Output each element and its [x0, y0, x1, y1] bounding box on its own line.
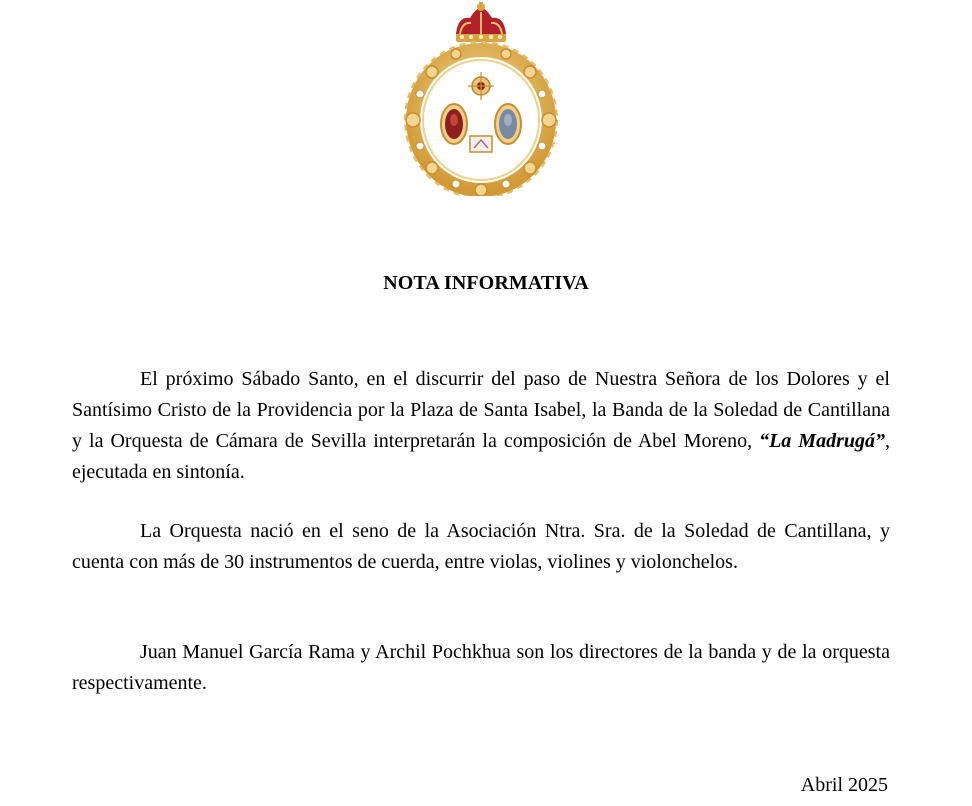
paragraph-3: Juan Manuel García Rama y Archil Pochkhua son los directores de la banda y de la orquesta respectivamente.: [72, 641, 890, 694]
bottom-panel-icon: [470, 136, 492, 152]
page-title: NOTA INFORMATIVA: [383, 272, 589, 294]
right-oval-icon: [495, 104, 521, 144]
paragraph-1-tail: , ejecutada en sintonía.: [72, 430, 890, 483]
brotherhood-crest-icon: [396, 2, 566, 196]
paragraph-2: La Orquesta nació en el seno de la Asociación Ntra. Sra. de la Soledad de Cantillana, y cuenta con más de 30 instrumentos de cuerda, entre violas, violines y violonchelos.: [72, 520, 890, 573]
document-date: Abril 2025: [800, 774, 888, 796]
paragraph-1: [72, 364, 890, 488]
left-oval-icon: [441, 104, 467, 144]
song-title: “La Madrugá”: [759, 430, 885, 452]
crown-icon: [456, 2, 506, 42]
gold-frame-icon: [405, 42, 557, 196]
paragraph-1-text: El próximo Sábado Santo, en el discurrir del paso de Nuestra Señora de los Dolores y el Santísimo Cristo de la Providencia por la Plaza de Santa Isabel, la Banda de la Soledad de Cantillana y la Orquesta de Cámara de Sevilla interpretarán la composición de Abel Moreno,: [72, 368, 890, 452]
center-emblem-icon: [468, 72, 494, 100]
